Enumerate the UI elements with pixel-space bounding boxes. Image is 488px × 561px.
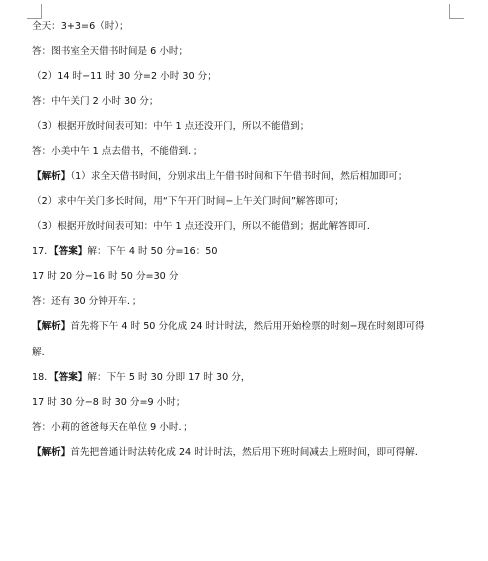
- text-line: 解．: [32, 347, 52, 358]
- answer-text: 解：下午 4 时 50 分=16：50: [87, 246, 218, 257]
- page-corner-mark-right: [449, 4, 464, 19]
- text-line: （3）根据开放时间表可知：中午 1 点还没开门，所以不能借到；据此解答即可．: [32, 221, 377, 232]
- text-line: 答：中午关门 2 小时 30 分；: [32, 96, 159, 107]
- page-corner-mark-left: [27, 4, 42, 19]
- answer-text: 解：下午 5 时 30 分即 17 时 30 分，: [87, 372, 251, 383]
- text-line: 答：小莉的爸爸每天在单位 9 小时．；: [32, 422, 193, 433]
- text-line: 17 时 30 分−8 时 30 分=9 小时；: [32, 397, 186, 408]
- text-line: （3）根据开放时间表可知：中午 1 点还没开门，所以不能借到；: [32, 121, 310, 132]
- analysis-tag: 【解析】: [32, 447, 71, 458]
- document-body: [32, 21, 462, 472]
- analysis-text: 首先把普通计时法转化成 24 时计时法，然后用下班时间减去上班时间，即可得解．: [70, 447, 425, 458]
- text-line: 全天：3+3=6（时）；: [32, 21, 129, 32]
- text-line: 17 时 20 分−16 时 50 分=30 分: [32, 271, 179, 282]
- text-line: 答：还有 30 分钟开车．；: [32, 296, 142, 307]
- analysis-line: [32, 171, 462, 183]
- analysis-line: [32, 321, 462, 333]
- text-line: （2）求中午关门多长时间，用“下午开门时间−上午关门时间”解答即可；: [32, 196, 344, 207]
- question-number: 18．: [32, 372, 54, 383]
- question-18-answer-line: [32, 372, 462, 384]
- text-line: 答：小美中午 1 点去借书，不能借到．；: [32, 146, 203, 157]
- question-17-answer-line: [32, 246, 462, 258]
- analysis-text: 首先将下午 4 时 50 分化成 24 时计时法，然后用开始检票的时刻−现在时刻即可得: [70, 321, 425, 332]
- text-line: （2）14 时−11 时 30 分=2 小时 30 分；: [32, 71, 217, 82]
- analysis-tag: 【解析】: [32, 171, 71, 182]
- answer-tag: 【答案】: [53, 372, 88, 383]
- text-line: 答：图书室全天借书时间是 6 小时；: [32, 46, 189, 57]
- question-number: 17．: [32, 246, 54, 257]
- answer-tag: 【答案】: [53, 246, 88, 257]
- analysis-tag: 【解析】: [32, 321, 71, 332]
- analysis-line: [32, 447, 462, 459]
- analysis-text: （1）求全天借书时间，分别求出上午借书时间和下午借书时间，然后相加即可；: [70, 171, 408, 182]
